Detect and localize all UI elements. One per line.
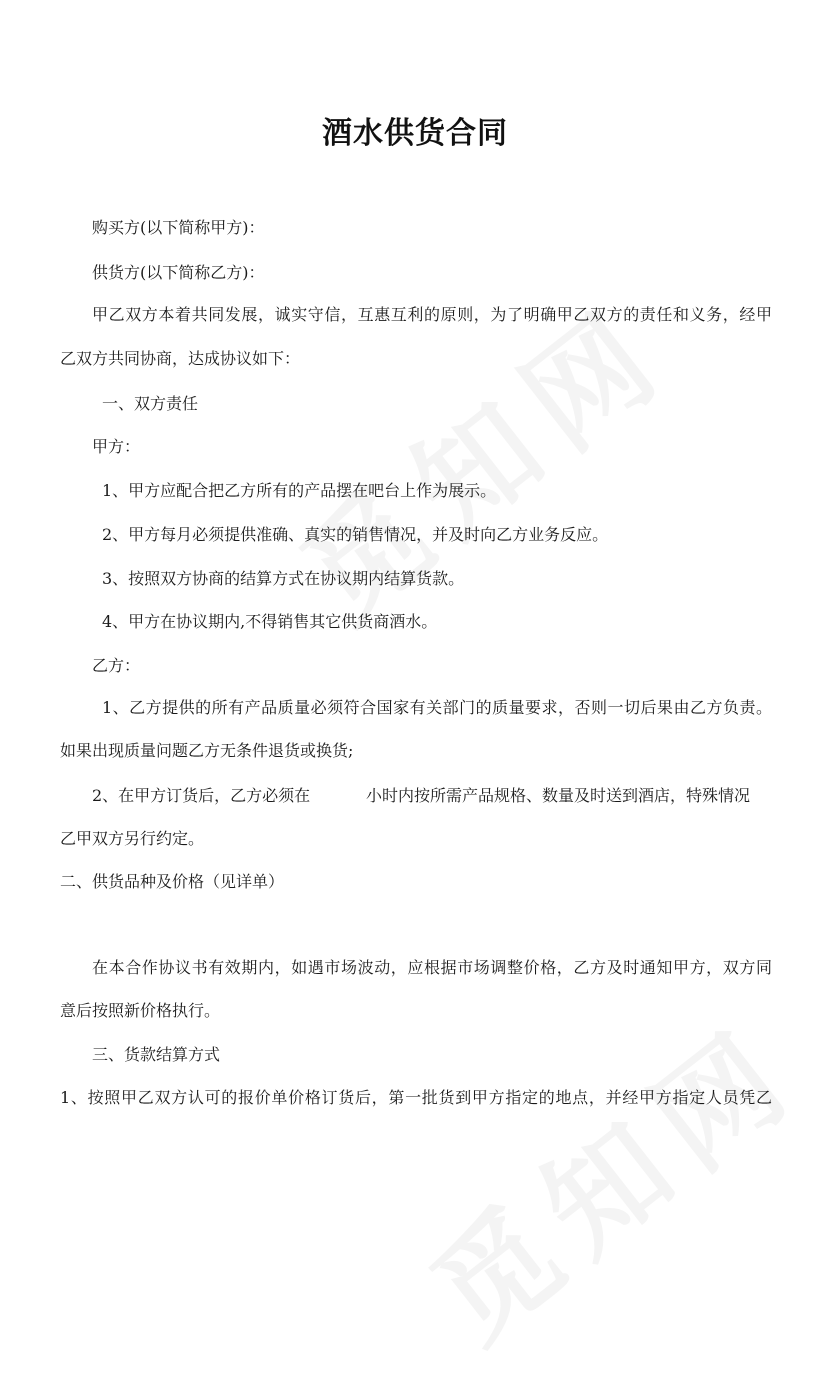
section-heading: 二、供货品种及价格（见详单） bbox=[60, 872, 285, 891]
preamble-line: 甲乙双方本着共同发展，诚实守信，互惠互利的原则，为了明确甲乙双方的责任和义务，经甲 bbox=[92, 305, 772, 324]
buyer-label: 购买方(以下简称甲方)： bbox=[92, 218, 265, 237]
watermark bbox=[392, 979, 829, 1373]
document-title: 酒水供货合同 bbox=[322, 116, 508, 151]
party-a-item: 4、甲方在协议期内,不得销售其它供货商酒水。 bbox=[102, 612, 438, 631]
party-b-item: 1、乙方提供的所有产品质量必须符合国家有关部门的质量要求，否则一切后果由乙方负责。 bbox=[102, 698, 772, 717]
party-a-item: 1、甲方应配合把乙方所有的产品摆在吧台上作为展示。 bbox=[102, 481, 497, 500]
party-a-item: 2、甲方每月必须提供准确、真实的销售情况，并及时向乙方业务反应。 bbox=[102, 525, 609, 544]
price-paragraph-line: 在本合作协议书有效期内，如遇市场波动，应根据市场调整价格，乙方及时通知甲方，双方同 bbox=[92, 958, 772, 977]
party-b-item: 如果出现质量问题乙方无条件退货或换货; bbox=[60, 741, 354, 760]
preamble-line: 乙双方共同协商，达成协议如下： bbox=[60, 349, 301, 368]
supplier-label: 供货方(以下简称乙方)： bbox=[92, 263, 265, 282]
party-b-label: 乙方： bbox=[92, 656, 141, 675]
party-a-label: 甲方： bbox=[92, 437, 141, 456]
section-heading: 三、货款结算方式 bbox=[92, 1045, 221, 1064]
settlement-line: 1、按照甲乙双方认可的报价单价格订货后，第一批货到甲方指定的地点，并经甲方指定人员凭乙 bbox=[60, 1088, 772, 1107]
section-heading: 一、双方责任 bbox=[102, 394, 199, 413]
price-paragraph-line: 意后按照新价格执行。 bbox=[60, 1001, 221, 1020]
party-a-item: 3、按照双方协商的结算方式在协议期内结算货款。 bbox=[102, 569, 465, 588]
party-b-item: 乙甲双方另行约定。 bbox=[60, 829, 205, 848]
party-b-item: 小时内按所需产品规格、数量及时送到酒店，特殊情况 bbox=[366, 786, 751, 805]
party-b-item: 2、在甲方订货后，乙方必须在 bbox=[92, 786, 311, 805]
